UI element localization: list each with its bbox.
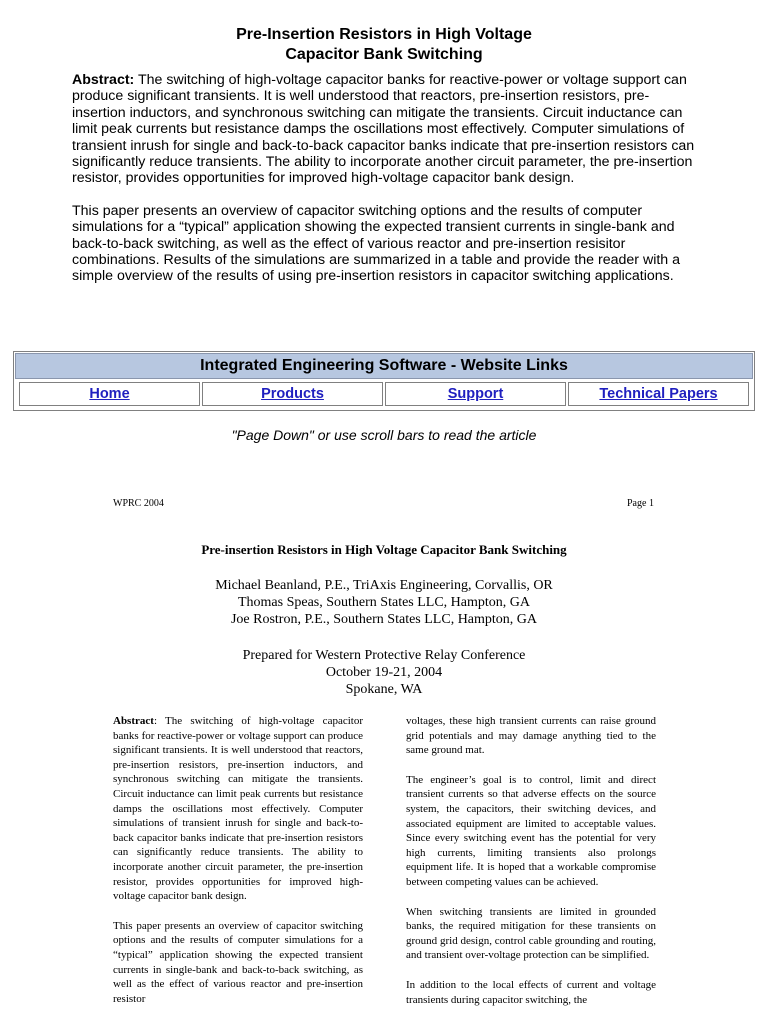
- link-cell-technical-papers: [568, 382, 749, 406]
- paper-paragraph: The engineer’s goal is to control, limit and direct transient currents so that adverse effects on the source system, the capacitors, their switching devices, and associated equipment are limited to acceptable values. Since every switching event has the potential for very high currents, limiting transients also prolongs equipment life. It is hoped that a workable compromise between competing values can be achieved.: [406, 773, 656, 888]
- paper-abstract-label: Abstract: [113, 715, 154, 727]
- home-link[interactable]: Home: [89, 386, 130, 402]
- paper-column-right: [406, 714, 656, 1022]
- author-line: Joe Rostron, P.E., Southern States LLC, Hampton, GA: [230, 612, 538, 627]
- paper-header-page-number: Page 1: [627, 498, 654, 509]
- paper-paragraph: In addition to the local effects of current and voltage transients during capacitor switching, the: [406, 978, 656, 1006]
- link-cell-products: [202, 382, 383, 406]
- author-line: Thomas Speas, Southern States LLC, Hampton, GA: [237, 595, 531, 610]
- web-abstract: [72, 72, 702, 301]
- web-abstract-label: Abstract:: [72, 72, 135, 88]
- products-link[interactable]: Products: [261, 386, 324, 402]
- author-line: Michael Beanland, P.E., TriAxis Engineering, Corvallis, OR: [215, 578, 553, 593]
- scroll-instruction: "Page Down" or use scroll bars to read the article: [231, 427, 537, 443]
- web-title: [0, 25, 768, 65]
- website-links-row: [15, 382, 753, 409]
- website-links-table: [13, 351, 755, 411]
- web-title-line1: Pre-Insertion Resistors in High Voltage: [236, 26, 532, 43]
- support-link[interactable]: Support: [447, 386, 504, 402]
- paper-abstract-text: : The switching of high-voltage capacitor banks for reactive-power or voltage support can produce significant transients. It is well understood that reactors, pre-insertion resistors, pre-insertion inductors, and synchronous switching can mitigate the transients. Circuit inductance can limit peak currents but resistance damps the oscillations most effectively. Computer simulations of transient inrush for single and back-to-back capacitor banks indicate that pre-insertion resistors can significantly reduce transients. The ability to incorporate another circuit parameter, the pre-insertion resistor, provides opportunities for improved high-voltage capacitor bank design.: [113, 715, 363, 903]
- paper-abstract-paragraph: [113, 714, 363, 904]
- link-cell-support: [385, 382, 566, 406]
- web-abstract-paragraph: [72, 72, 702, 187]
- website-links-header: Integrated Engineering Software - Website Links: [15, 353, 753, 379]
- paper-paragraph: voltages, these high transient currents can raise ground grid potentials and may damage anything tied to the same ground mat.: [406, 715, 656, 757]
- paper-overview-paragraph: This paper presents an overview of capacitor switching options and the results of computer simulations for a “typical” application showing the expected transient currents in single-bank and back-to-back switching, as well as the effect of various reactor and pre-insertion resistor: [113, 919, 363, 1005]
- web-overview-paragraph: This paper presents an overview of capacitor switching options and the results of computer simulations for a “typical” application showing the expected transient currents in single-bank and back-to-back switching, as well as the effect of various reactor and pre-insertion resisitor combinations. Results of the simulations are summarized in a table and provide the reader with a simple overview of the results of using pre-insertion resistors in capacitor switching applications.: [72, 202, 681, 285]
- web-abstract-text: The switching of high-voltage capacitor banks for reactive-power or voltage support can produce significant transients. It is well understood that reactors, pre-insertion resistors, pre-insertion inductors, and synchronous switching can mitigate the transients. Circuit inductance can limit peak currents but resistance damps the oscillations most effectively. Computer simulations of transient inrush for single and back-to-back capacitor banks indicate that pre-insertion resistors can significantly reduce transients. The ability to incorporate another circuit parameter, the pre-insertion resistor, provides opportunities for improved high-voltage capacitor bank design.: [72, 72, 695, 187]
- conference-info: [0, 647, 768, 698]
- paper-title: Pre-insertion Resistors in High Voltage Capacitor Bank Switching: [201, 542, 567, 557]
- conference-line: Prepared for Western Protective Relay Conference: [242, 648, 526, 663]
- technical-papers-link[interactable]: Technical Papers: [599, 386, 718, 402]
- paper-paragraph: When switching transients are limited in grounded banks, the required mitigation for these transients on ground grid design, control cable grounding and routing, and transient over-voltage protection can be simplified.: [406, 905, 656, 962]
- conference-location: Spokane, WA: [345, 682, 423, 697]
- web-title-line2: Capacitor Bank Switching: [285, 46, 483, 63]
- paper-header-left: WPRC 2004: [113, 498, 164, 509]
- conference-date: October 19-21, 2004: [325, 665, 443, 680]
- link-cell-home: [19, 382, 200, 406]
- paper-column-left: [113, 714, 363, 1021]
- paper-authors: [0, 577, 768, 628]
